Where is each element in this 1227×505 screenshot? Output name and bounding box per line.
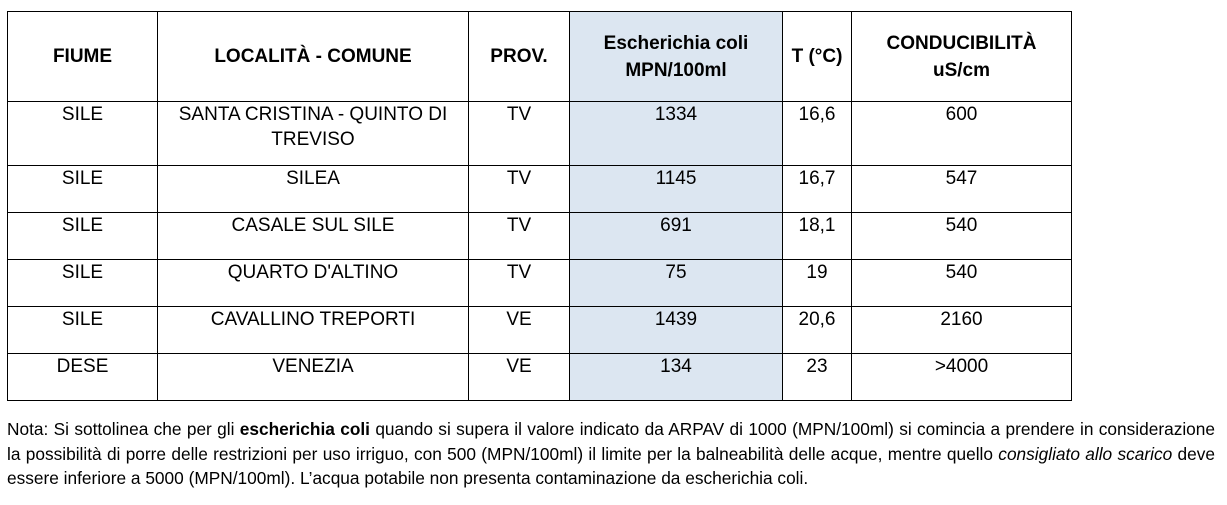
table-row	[8, 102, 1072, 166]
header-ecoli-line2: MPN/100ml	[625, 59, 727, 81]
cell-localita: CAVALLINO TREPORTI	[158, 307, 469, 354]
header-localita-comune: LOCALITÀ - COMUNE	[158, 12, 469, 102]
header-fiume: FIUME	[8, 12, 158, 102]
cell-temp: 23	[783, 354, 852, 401]
cell-ecoli: 75	[570, 260, 783, 307]
cell-localita: QUARTO D'ALTINO	[158, 260, 469, 307]
cell-ecoli: 1439	[570, 307, 783, 354]
header-cond-line2: uS/cm	[932, 59, 991, 81]
table-row	[8, 213, 1072, 260]
cell-cond: 547	[852, 166, 1072, 213]
cell-cond: >4000	[852, 354, 1072, 401]
note-bold-ecoli: escherichia coli	[239, 419, 370, 440]
cell-prov: TV	[469, 166, 570, 213]
cell-ecoli: 1334	[570, 102, 783, 166]
cell-cond: 540	[852, 213, 1072, 260]
cell-prov: VE	[469, 307, 570, 354]
table-header-row	[8, 12, 1072, 102]
table-row	[8, 307, 1072, 354]
cell-temp: 16,6	[783, 102, 852, 166]
header-escherichia-coli	[570, 12, 783, 102]
cell-localita: SANTA CRISTINA - QUINTO DI TREVISO	[158, 102, 469, 166]
cell-prov: TV	[469, 102, 570, 166]
cell-ecoli: 134	[570, 354, 783, 401]
water-quality-table	[7, 11, 1072, 401]
cell-cond: 600	[852, 102, 1072, 166]
cell-fiume: SILE	[8, 166, 158, 213]
cell-ecoli: 691	[570, 213, 783, 260]
note-text-2: quando si supera il valore indicato da ARPAV di 1000 (MPN/100ml) si comincia a prendere in considerazione la possibilità di porre delle restrizioni per uso irriguo, con 500 (MPN/100ml) il limite per la balneabilità delle acque, mentre quello	[7, 419, 1216, 464]
note-text-1: Nota: Si sottolinea che per gli	[7, 419, 240, 440]
header-conducibilita	[852, 12, 1072, 102]
cell-fiume: SILE	[8, 307, 158, 354]
header-temperature: T (°C)	[783, 12, 852, 102]
cell-temp: 18,1	[783, 213, 852, 260]
cell-fiume: DESE	[8, 354, 158, 401]
cell-localita: SILEA	[158, 166, 469, 213]
table-row	[8, 260, 1072, 307]
cell-fiume: SILE	[8, 102, 158, 166]
cell-fiume: SILE	[8, 213, 158, 260]
cell-cond: 540	[852, 260, 1072, 307]
cell-prov: TV	[469, 213, 570, 260]
footnote	[7, 417, 1215, 491]
cell-prov: VE	[469, 354, 570, 401]
cell-localita: VENEZIA	[158, 354, 469, 401]
header-cond-line1: CONDUCIBILITÀ	[886, 32, 1037, 54]
table-row	[8, 354, 1072, 401]
cell-fiume: SILE	[8, 260, 158, 307]
cell-localita: CASALE SUL SILE	[158, 213, 469, 260]
cell-cond: 2160	[852, 307, 1072, 354]
cell-ecoli: 1145	[570, 166, 783, 213]
table-row	[8, 166, 1072, 213]
cell-prov: TV	[469, 260, 570, 307]
cell-temp: 19	[783, 260, 852, 307]
cell-temp: 16,7	[783, 166, 852, 213]
cell-temp: 20,6	[783, 307, 852, 354]
header-prov: PROV.	[469, 12, 570, 102]
note-italic-scarico: consigliato allo scarico	[998, 443, 1173, 464]
note-text-3: deve essere inferiore a 5000 (MPN/100ml). L’acqua potabile non presenta contaminazione da escherichia coli.	[7, 443, 1215, 489]
header-ecoli-line1: Escherichia coli	[603, 32, 749, 54]
